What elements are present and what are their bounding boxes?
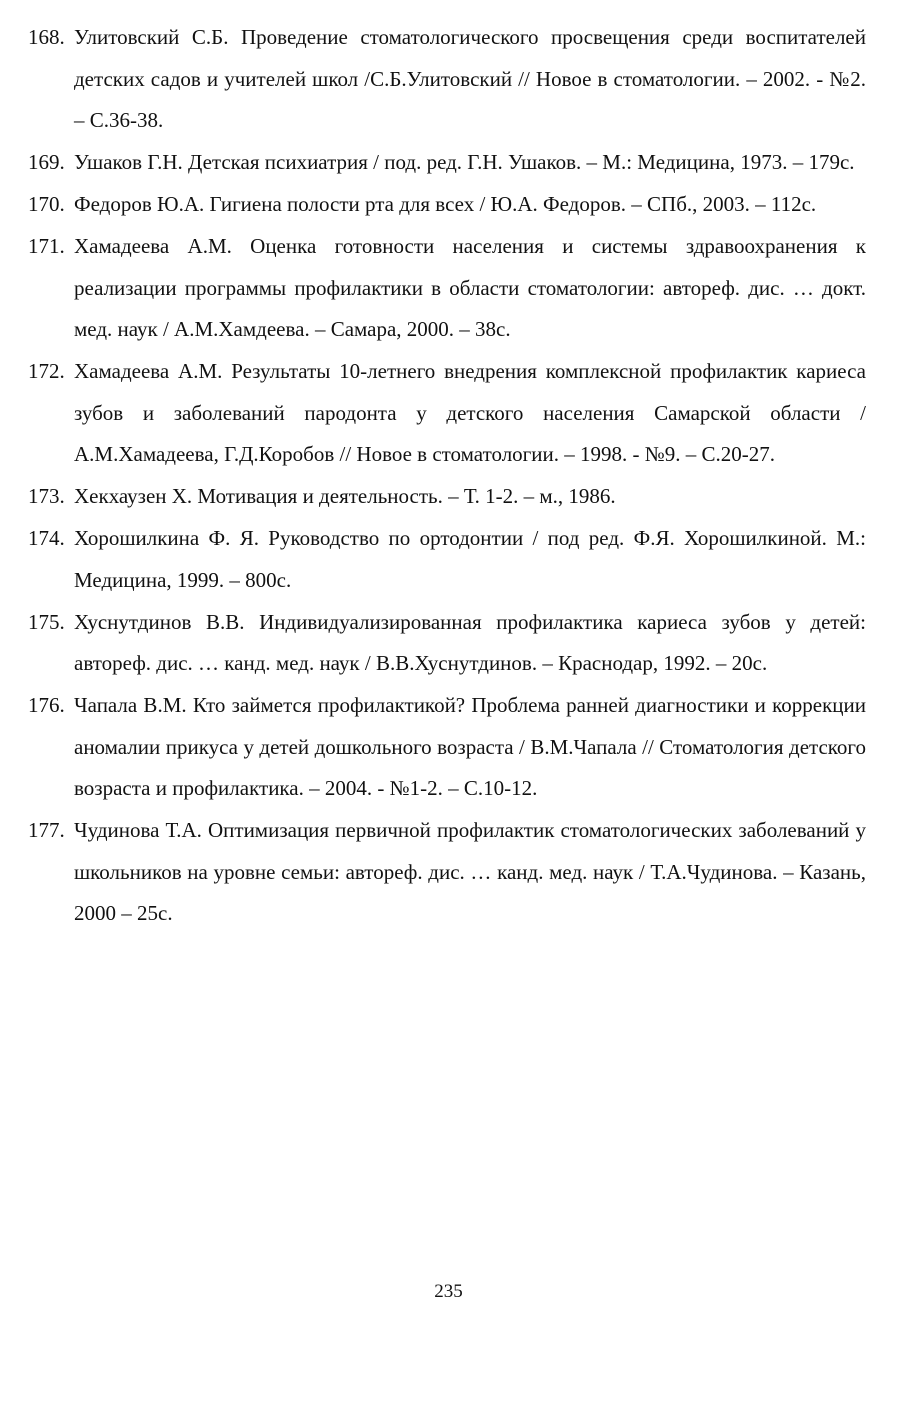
reference-item-172 — [28, 351, 866, 476]
reference-text: Хамадеева А.М. Оценка готовности населения и системы здравоохранения к реализации программы профилактики в области стоматологии: автореф. дис. … докт. мед. наук / А.М.Хамдеева. – Самара, 2000. – 38с. — [74, 234, 866, 341]
reference-item-174 — [28, 518, 866, 601]
reference-text: Хуснутдинов В.В. Индивидуализированная профилактика кариеса зубов у детей: автореф. дис. … канд. мед. наук / В.В.Хуснутдинов. – Краснодар, 1992. – 20с. — [74, 609, 866, 675]
reference-text: Хекхаузен Х. Мотивация и деятельность. – Т. 1-2. – м., 1986. — [74, 484, 616, 508]
reference-number: 169. — [28, 150, 65, 174]
reference-number: 168. — [28, 25, 65, 49]
reference-list — [28, 17, 866, 935]
reference-number: 171. — [28, 234, 65, 258]
reference-text: Чапала В.М. Кто займется профилактикой? Проблема ранней диагностики и коррекции аномалии прикуса у детей дошкольного возраста / В.М.Чапала // Стоматология детского возраста и профилактика. – 2004. - №1-2. – С.10-12. — [74, 693, 866, 800]
reference-number: 176. — [28, 693, 65, 717]
reference-text: Улитовский С.Б. Проведение стоматологического просвещения среди воспитателей детских садов и учителей школ /С.Б.Улитовский // Новое в стоматологии. – 2002. - №2. – С.36-38. — [74, 25, 866, 132]
reference-item-173 — [28, 476, 866, 518]
reference-item-175 — [28, 602, 866, 685]
reference-item-171 — [28, 226, 866, 351]
reference-text: Хорошилкина Ф. Я. Руководство по ортодонтии / под ред. Ф.Я. Хорошилкиной. М.: Медицина, 1999. – 800с. — [74, 526, 866, 592]
reference-item-177 — [28, 810, 866, 935]
reference-number: 170. — [28, 192, 65, 216]
reference-text: Чудинова Т.А. Оптимизация первичной профилактик стоматологических заболеваний у школьников на уровне семьи: автореф. дис. … канд. мед. наук / Т.А.Чудинова. – Казань, 2000 – 25с. — [74, 818, 866, 925]
reference-text: Хамадеева А.М. Результаты 10-летнего внедрения комплексной профилактик кариеса зубов и заболеваний пародонта у детского населения Самарской области / А.М.Хамадеева, Г.Д.Коробов // Новое в стоматологии. – 1998. - №9. – С.20-27. — [74, 359, 866, 466]
reference-number: 177. — [28, 818, 65, 842]
reference-item-168 — [28, 17, 866, 142]
reference-number: 175. — [28, 609, 65, 634]
reference-text: Ушаков Г.Н. Детская психиатрия / под. ред. Г.Н. Ушаков. – М.: Медицина, 1973. – 179с. — [74, 150, 855, 174]
reference-number: 173. — [28, 484, 65, 508]
page-number: 235 — [434, 1281, 463, 1302]
reference-item-176 — [28, 685, 866, 810]
reference-text: Федоров Ю.А. Гигиена полости рта для всех / Ю.А. Федоров. – СПб., 2003. – 112с. — [74, 192, 817, 216]
reference-item-169 — [28, 142, 866, 184]
reference-number: 172. — [28, 359, 65, 383]
reference-item-170 — [28, 184, 866, 226]
reference-number: 174. — [28, 526, 65, 550]
